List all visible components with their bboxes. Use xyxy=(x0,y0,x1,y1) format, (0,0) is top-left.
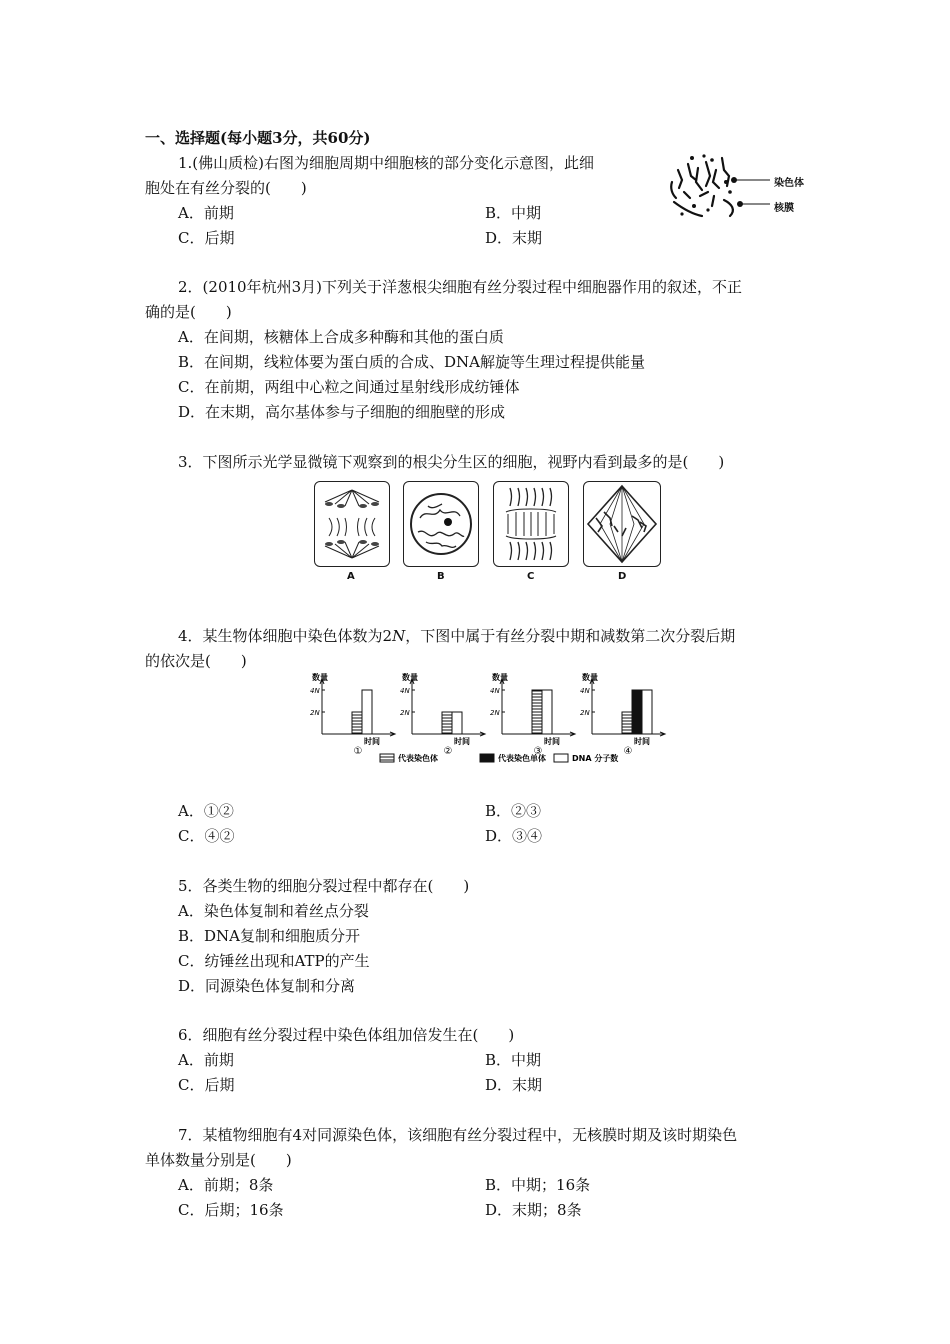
cell-label-b: B xyxy=(437,571,445,582)
question-6-option-b[interactable]: B．中期 xyxy=(485,1051,542,1069)
bar-4-series-3 xyxy=(642,690,652,734)
question-5-option-d[interactable]: D．同源染色体复制和分离 xyxy=(178,977,356,995)
question-6-option-c[interactable]: C．后期 xyxy=(178,1076,235,1094)
legend-swatch-2 xyxy=(480,754,494,762)
chart-number-2: ② xyxy=(443,746,453,757)
cell-figure-d xyxy=(583,481,661,567)
cell-figure-b xyxy=(403,481,479,567)
y-label-2: 数量 xyxy=(402,673,418,682)
question-4-text-post: ，下图中属于有丝分裂中期和减数第二次分裂后期 xyxy=(405,627,736,645)
y-label-1: 数量 xyxy=(312,673,328,682)
question-7-option-a[interactable]: A．前期；8条 xyxy=(178,1176,274,1194)
question-4-option-d[interactable]: D．③④ xyxy=(485,827,543,845)
bar-2-series-3 xyxy=(452,712,462,734)
label-nuclear-membrane: 核膜 xyxy=(774,203,794,214)
bar-3-series-1 xyxy=(532,690,542,734)
tick-2n-4: 2N xyxy=(580,709,590,717)
cell-label-c: C xyxy=(527,571,535,582)
question-5-option-b[interactable]: B．DNA复制和细胞质分开 xyxy=(178,927,361,945)
question-6-text-line1: 6．细胞有丝分裂过程中染色体组加倍发生在( ) xyxy=(178,1026,515,1044)
question-1-option-d[interactable]: D．末期 xyxy=(485,229,543,247)
question-2-text-line1: 2．(2010年杭州3月)下列关于洋葱根尖细胞有丝分裂过程中细胞器作用的叙述，不正 xyxy=(178,278,742,296)
question-1-option-b[interactable]: B．中期 xyxy=(485,204,542,222)
bar-4-series-2 xyxy=(632,690,642,734)
question-4-text-italic: N xyxy=(392,627,406,645)
tick-4n-3: 4N xyxy=(490,687,500,695)
x-label-2: 时间 xyxy=(454,737,470,746)
question-7-option-d[interactable]: D．末期；8条 xyxy=(485,1201,582,1219)
cell-label-d: D xyxy=(618,571,627,582)
question-4-option-a[interactable]: A．①② xyxy=(178,802,234,820)
bar-2-series-1 xyxy=(442,712,452,734)
chart-number-4: ④ xyxy=(623,746,633,757)
question-4-text-line1 xyxy=(178,626,735,646)
label-chromosome: 染色体 xyxy=(774,178,804,189)
cell-figure-a xyxy=(314,481,390,567)
question-1-option-c[interactable]: C．后期 xyxy=(178,229,235,247)
question-7-text-line2: 单体数量分别是( ) xyxy=(145,1151,292,1169)
question-7-option-c[interactable]: C．后期；16条 xyxy=(178,1201,284,1219)
question-6-option-a[interactable]: A．前期 xyxy=(178,1051,234,1069)
legend-swatch-1 xyxy=(380,754,394,762)
cell-figure-c xyxy=(493,481,569,567)
section-title: 一、选择题(每小题3分，共60分) xyxy=(145,129,371,147)
chart-number-1: ① xyxy=(353,746,363,757)
tick-4n-4: 4N xyxy=(580,687,590,695)
question-6-option-d[interactable]: D．末期 xyxy=(485,1076,543,1094)
question-7-option-b[interactable]: B．中期；16条 xyxy=(485,1176,591,1194)
legend-label-2: 代表染色单体 xyxy=(498,754,546,763)
legend-swatch-3 xyxy=(554,754,568,762)
y-label-4: 数量 xyxy=(582,673,598,682)
question-5-text-line1: 5．各类生物的细胞分裂过程中都存在( ) xyxy=(178,877,470,895)
tick-2n-3: 2N xyxy=(490,709,500,717)
question-2-option-a[interactable]: A．在间期，核糖体上合成多种酶和其他的蛋白质 xyxy=(178,328,504,346)
legend-label-1: 代表染色体 xyxy=(398,754,438,763)
bar-3-series-3 xyxy=(542,690,552,734)
chart-number-3: ③ xyxy=(533,746,543,757)
bar-charts xyxy=(310,672,680,772)
cell-label-a: A xyxy=(347,571,355,582)
tick-4n-2: 4N xyxy=(400,687,410,695)
y-label-3: 数量 xyxy=(492,673,508,682)
question-3-text-line1: 3．下图所示光学显微镜下观察到的根尖分生区的细胞，视野内看到最多的是( ) xyxy=(178,453,725,471)
question-2-option-b[interactable]: B．在间期，线粒体要为蛋白质的合成、DNA解旋等生理过程提供能量 xyxy=(178,353,646,371)
question-4-text-line2: 的依次是( ) xyxy=(145,652,247,670)
question-4-text-pre: 4．某生物体细胞中染色体数为2 xyxy=(178,627,393,645)
question-1-text-line2: 胞处在有丝分裂的( ) xyxy=(145,179,307,197)
question-2-option-d[interactable]: D．在末期，高尔基体参与子细胞的细胞壁的形成 xyxy=(178,403,506,421)
legend-label-3: DNA 分子数 xyxy=(572,754,619,763)
tick-2n-1: 2N xyxy=(310,709,320,717)
bar-4-series-1 xyxy=(622,712,632,734)
bar-1-series-1 xyxy=(352,712,362,734)
question-4-option-b[interactable]: B．②③ xyxy=(485,802,542,820)
question-5-option-a[interactable]: A．染色体复制和着丝点分裂 xyxy=(178,902,369,920)
question-5-option-c[interactable]: C．纺锤丝出现和ATP的产生 xyxy=(178,952,370,970)
bar-1-series-3 xyxy=(362,690,372,734)
question-4-option-c[interactable]: C．④② xyxy=(178,827,235,845)
tick-4n-1: 4N xyxy=(310,687,320,695)
tick-2n-2: 2N xyxy=(400,709,410,717)
x-label-3: 时间 xyxy=(544,737,560,746)
question-2-option-c[interactable]: C．在前期，两组中心粒之间通过星射线形成纺锤体 xyxy=(178,378,520,396)
question-1-option-a[interactable]: A．前期 xyxy=(178,204,234,222)
x-label-4: 时间 xyxy=(634,737,650,746)
question-7-text-line1: 7．某植物细胞有4对同源染色体，该细胞有丝分裂过程中，无核膜时期及该时期染色 xyxy=(178,1126,738,1144)
nucleus-diagram xyxy=(664,152,774,224)
question-1-text-line1: 1.(佛山质检)右图为细胞周期中细胞核的部分变化示意图，此细 xyxy=(178,154,595,172)
x-label-1: 时间 xyxy=(364,737,380,746)
question-2-text-line2: 确的是( ) xyxy=(145,303,232,321)
